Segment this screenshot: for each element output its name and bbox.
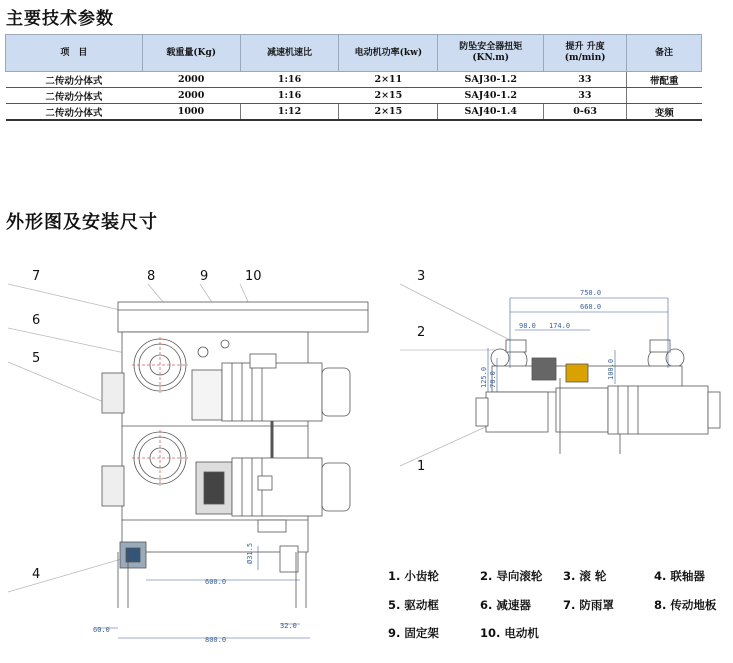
cell-load: 2000 bbox=[142, 72, 240, 88]
legend-no: 10. bbox=[480, 626, 501, 640]
header-load: 载重量(Kg) bbox=[142, 35, 240, 72]
legend-item bbox=[563, 597, 614, 613]
dim-174: 174.0 bbox=[549, 322, 571, 330]
pinion-block bbox=[532, 358, 556, 380]
cell-load: 1000 bbox=[142, 104, 240, 121]
callout-7: 7 bbox=[32, 269, 41, 284]
callout-4: 4 bbox=[32, 567, 41, 582]
legend-name: 传动地板 bbox=[670, 598, 717, 612]
cell-speed: 33 bbox=[544, 88, 627, 104]
installation-drawing bbox=[0, 258, 733, 663]
legend-no: 8. bbox=[654, 598, 667, 612]
cell-item: 二传动分体式 bbox=[6, 88, 143, 104]
safety-device bbox=[566, 364, 588, 382]
callout-6: 6 bbox=[32, 313, 41, 328]
cell-safety: SAJ40-1.4 bbox=[438, 104, 544, 121]
cell-note: 变频 bbox=[627, 104, 702, 121]
table-row bbox=[6, 72, 702, 88]
header-power: 电动机功率(kw) bbox=[339, 35, 438, 72]
cell-power: 2×15 bbox=[339, 104, 438, 121]
front-view bbox=[8, 284, 368, 638]
header-speed: 提升 升度(m/min) bbox=[544, 35, 627, 72]
fixing-bracket bbox=[280, 546, 298, 572]
header-note: 备注 bbox=[627, 35, 702, 72]
dim-800: 800.0 bbox=[205, 636, 227, 644]
callout-1: 1 bbox=[417, 459, 426, 474]
table-row bbox=[6, 88, 702, 104]
dim-125: 125.0 bbox=[480, 366, 488, 388]
cell-safety: SAJ40-1.2 bbox=[438, 88, 544, 104]
legend-no: 2. bbox=[480, 569, 493, 583]
cell-speed: 0-63 bbox=[544, 104, 627, 121]
dim-660: 660.0 bbox=[580, 303, 602, 311]
dim-31-5: Ø31.5 bbox=[246, 542, 254, 564]
legend-no: 4. bbox=[654, 569, 667, 583]
cell-ratio: 1:12 bbox=[240, 104, 339, 121]
cell-safety: SAJ30-1.2 bbox=[438, 72, 544, 88]
cell-note: 带配重 bbox=[627, 72, 702, 88]
legend-no: 5. bbox=[388, 598, 401, 612]
left-block-lower bbox=[102, 466, 124, 506]
table-header-row bbox=[6, 35, 702, 72]
dim-600: 600.0 bbox=[205, 578, 227, 586]
cell-load: 2000 bbox=[142, 88, 240, 104]
dim-32: 32.0 bbox=[280, 622, 297, 630]
drawing-title: 外形图及安装尺寸 bbox=[6, 212, 158, 233]
legend-name: 防雨罩 bbox=[579, 598, 614, 612]
dim-70: 70.0 bbox=[489, 371, 497, 388]
legend-name: 导向滚轮 bbox=[496, 569, 543, 583]
callout-10: 10 bbox=[245, 269, 262, 284]
cell-item: 二传动分体式 bbox=[6, 104, 143, 121]
callout-2: 2 bbox=[417, 325, 426, 340]
legend-item bbox=[480, 568, 542, 584]
cell-power: 2×11 bbox=[339, 72, 438, 88]
dim-98: 98.0 bbox=[519, 322, 536, 330]
legend-no: 6. bbox=[480, 598, 493, 612]
legend-item bbox=[654, 568, 705, 584]
cell-power: 2×15 bbox=[339, 88, 438, 104]
legend-name: 减速器 bbox=[496, 598, 531, 612]
callout-9: 9 bbox=[200, 269, 209, 284]
rain-cover bbox=[118, 302, 368, 332]
legend-item bbox=[480, 597, 531, 613]
header-ratio: 减速机速比 bbox=[240, 35, 339, 72]
legend-name: 电动机 bbox=[504, 626, 539, 640]
legend-no: 7. bbox=[563, 598, 576, 612]
callout-3: 3 bbox=[417, 269, 426, 284]
dim-60: 60.0 bbox=[93, 626, 110, 634]
cell-ratio: 1:16 bbox=[240, 88, 339, 104]
legend-item bbox=[388, 568, 439, 584]
table-row bbox=[6, 104, 702, 121]
legend-name: 固定架 bbox=[404, 626, 439, 640]
legend-no: 3. bbox=[563, 569, 576, 583]
spec-title: 主要技术参数 bbox=[6, 9, 114, 29]
legend-name: 小齿轮 bbox=[404, 569, 439, 583]
left-block-upper bbox=[102, 373, 124, 413]
legend-no: 1. bbox=[388, 569, 401, 583]
dim-100: 100.0 bbox=[607, 358, 615, 380]
header-safety: 防坠安全器扭矩 (KN.m) bbox=[438, 35, 544, 72]
cell-speed: 33 bbox=[544, 72, 627, 88]
legend-item bbox=[563, 568, 606, 584]
legend-name: 滚 轮 bbox=[579, 569, 607, 583]
legend-no: 9. bbox=[388, 626, 401, 640]
legend-item bbox=[388, 597, 439, 613]
callout-8: 8 bbox=[147, 269, 156, 284]
legend-item bbox=[654, 597, 716, 613]
cell-note bbox=[627, 88, 702, 104]
callout-5: 5 bbox=[32, 351, 41, 366]
legend-name: 联轴器 bbox=[670, 569, 705, 583]
cell-item: 二传动分体式 bbox=[6, 72, 143, 88]
spec-table bbox=[5, 34, 702, 121]
coupling bbox=[120, 542, 146, 568]
legend-name: 驱动框 bbox=[404, 598, 439, 612]
legend-item bbox=[388, 625, 439, 641]
dim-750: 750.0 bbox=[580, 289, 602, 297]
cell-ratio: 1:16 bbox=[240, 72, 339, 88]
side-view bbox=[400, 284, 720, 466]
header-item: 项 目 bbox=[6, 35, 143, 72]
base-bracket bbox=[258, 520, 286, 532]
legend-item bbox=[480, 625, 539, 641]
